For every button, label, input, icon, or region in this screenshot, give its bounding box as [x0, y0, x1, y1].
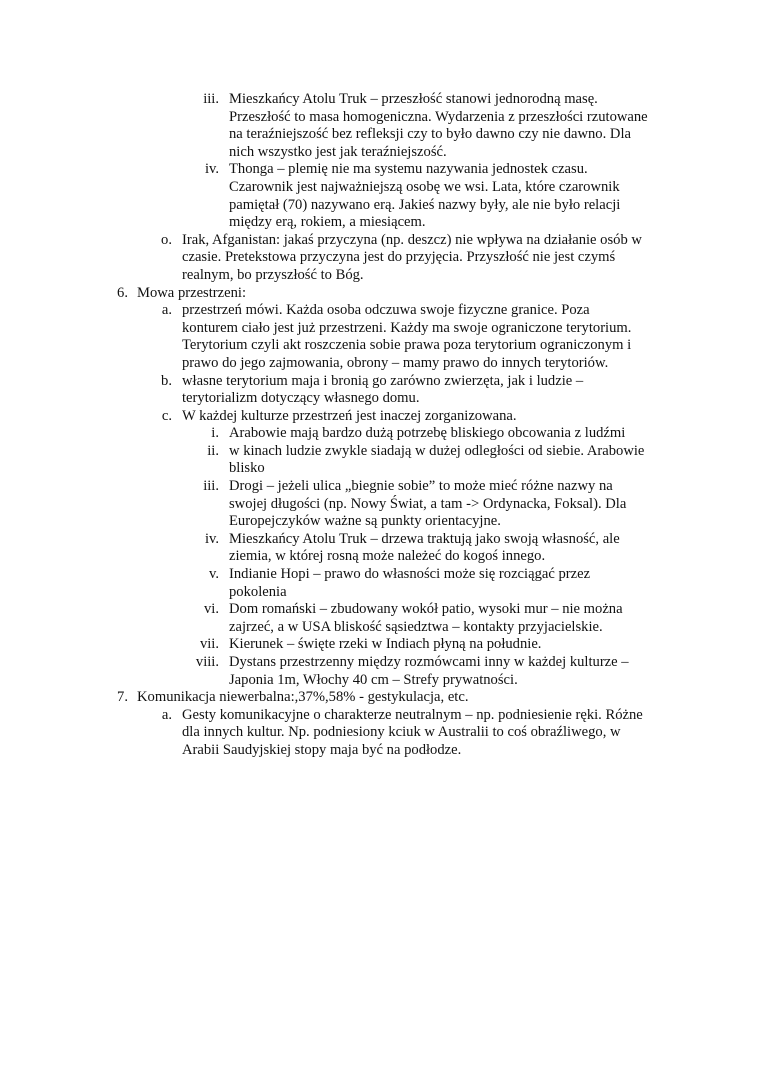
list-item	[0, 636, 760, 654]
text-line: własne terytorium maja i bronią go zarówno zwierzęta, jak i ludzie –	[182, 372, 584, 389]
list-item-text	[229, 161, 675, 231]
text-line: ziemia, w której rosną może należeć do kogoś innego.	[229, 548, 546, 565]
text-line: Irak, Afganistan: jakaś przyczyna (np. deszcz) nie wpływa na działanie osób w	[182, 231, 642, 248]
text-line: Dom romański – zbudowany wokół patio, wysoki mur – nie można	[229, 601, 623, 618]
text-line: Arabii Saudyjskiej stopy maja być na podłodze.	[182, 741, 462, 758]
document-content	[0, 91, 760, 760]
text-line: Komunikacja niewerbalna:,37%,58% - gestykulacja, etc.	[137, 689, 469, 706]
text-line: zajrzeć, a w USA bliskość sąsiedztwa – kontakty przyjacielskie.	[229, 618, 603, 635]
text-line: Terytorium czyli akt roszczenia sobie prawa poza terytorium ograniczonym i	[182, 337, 632, 354]
list-item-text	[229, 91, 675, 161]
list-item-text	[229, 425, 675, 443]
list-item	[0, 373, 760, 408]
list-item-text	[137, 689, 677, 707]
list-marker: ii.	[207, 442, 219, 459]
list-item-text	[182, 707, 672, 760]
text-line: prawo do jego zajmowania, obrony – mamy prawo do innych terytoriów.	[182, 354, 609, 371]
list-marker: c.	[161, 407, 172, 424]
list-item	[0, 689, 760, 707]
list-item	[0, 302, 760, 372]
text-line: Kierunek – święte rzeki w Indiach płyną na południe.	[229, 636, 542, 653]
text-line: Czarownik jest najważniejszą osobę we wsi. Lata, które czarownik	[229, 178, 620, 195]
list-item-text	[229, 478, 675, 531]
list-item	[0, 161, 760, 231]
text-line: Arabowie mają bardzo dużą potrzebę bliskiego obcowania z ludźmi	[229, 425, 626, 442]
text-line: blisko	[229, 460, 265, 477]
list-marker: vi.	[204, 601, 219, 618]
list-item-text	[229, 636, 675, 654]
list-item	[0, 707, 760, 760]
text-line: Mowa przestrzeni:	[137, 284, 247, 301]
list-item-text	[229, 654, 675, 689]
text-line: konturem ciało jest już przestrzeni. Każdy ma swoje ograniczone terytorium.	[182, 319, 632, 336]
text-line: Indianie Hopi – prawo do własności może się rozciągać przez	[229, 566, 591, 583]
list-marker: iii.	[203, 478, 219, 495]
list-marker: vii.	[199, 636, 219, 653]
list-item	[0, 408, 760, 426]
text-line: przestrzeń mówi. Każda osoba odczuwa swoje fizyczne granice. Poza	[182, 302, 590, 319]
text-line: realnym, bo przyszłość to Bóg.	[182, 266, 364, 283]
text-line: na teraźniejszość bez refleksji czy to było dawno czy nie dawno. Dla	[229, 126, 631, 143]
list-marker: a.	[161, 706, 172, 723]
list-marker: iii.	[203, 91, 219, 107]
text-line: czasie. Pretekstowa przyczyna jest do przyjęcia. Przyszłość nie jest czymś	[182, 249, 616, 266]
list-item	[0, 285, 760, 303]
list-marker: 7.	[117, 689, 128, 706]
list-item-text	[229, 566, 675, 601]
list-item	[0, 232, 760, 285]
list-item-text	[229, 531, 675, 566]
text-line: terytorializm dotyczący własnego domu.	[182, 390, 420, 407]
list-item	[0, 566, 760, 601]
list-marker: 6.	[117, 284, 128, 301]
list-item	[0, 443, 760, 478]
text-line: pokolenia	[229, 583, 287, 600]
text-line: Europejczyków ważne są punkty orientacyjne.	[229, 513, 501, 530]
text-line: Mieszkańcy Atolu Truk – drzewa traktują jako swoją własność, ale	[229, 530, 620, 547]
text-line: Mieszkańcy Atolu Truk – przeszłość stanowi jednorodną masę.	[229, 91, 598, 107]
list-item-text	[229, 443, 675, 478]
text-line: nich wszystko jest jak teraźniejszość.	[229, 143, 447, 160]
list-marker: v.	[209, 566, 219, 583]
list-item	[0, 654, 760, 689]
list-item-text	[182, 408, 672, 426]
text-line: swojej długości (np. Nowy Świat, a tam -> Ordynacka, Foksal). Dla	[229, 495, 627, 512]
list-item-text	[182, 232, 672, 285]
list-marker: iv.	[204, 530, 219, 547]
text-line: między erą, rokiem, a miesiącem.	[229, 214, 426, 231]
list-item-text	[137, 285, 677, 303]
list-marker: o.	[161, 231, 172, 248]
text-line: w kinach ludzie zwykle siadają w dużej odległości od siebie. Arabowie	[229, 442, 645, 459]
list-marker: a.	[161, 302, 172, 319]
list-item-text	[229, 601, 675, 636]
list-marker: iv.	[204, 161, 219, 178]
text-line: Japonia 1m, Włochy 40 cm – Strefy prywatności.	[229, 671, 518, 688]
list-item	[0, 91, 760, 161]
list-item	[0, 425, 760, 443]
list-marker: viii.	[195, 654, 219, 670]
list-item	[0, 531, 760, 566]
text-line: Przeszłość to masa homogeniczna. Wydarzenia z przeszłości rzutowane	[229, 108, 648, 125]
list-item-text	[182, 302, 672, 372]
text-line: dla innych kultur. Np. podniesiony kciuk w Australii to coś obraźliwego, w	[182, 724, 621, 741]
list-item-text	[182, 373, 672, 408]
text-line: W każdej kulturze przestrzeń jest inaczej zorganizowana.	[182, 407, 517, 424]
list-marker: b.	[161, 372, 172, 389]
text-line: Dystans przestrzenny między rozmówcami inny w każdej kulturze –	[229, 654, 629, 670]
text-line: pamiętał (70) nazywano erą. Jakieś nazwy były, ale nie było relacji	[229, 196, 621, 213]
text-line: Gesty komunikacyjne o charakterze neutralnym – np. podniesienie ręki. Różne	[182, 706, 643, 723]
text-line: Thonga – plemię nie ma systemu nazywania jednostek czasu.	[229, 161, 588, 178]
text-line: Drogi – jeżeli ulica „biegnie sobie” to może mieć różne nazwy na	[229, 478, 613, 495]
list-item	[0, 601, 760, 636]
list-marker: i.	[211, 425, 219, 442]
list-item	[0, 478, 760, 531]
